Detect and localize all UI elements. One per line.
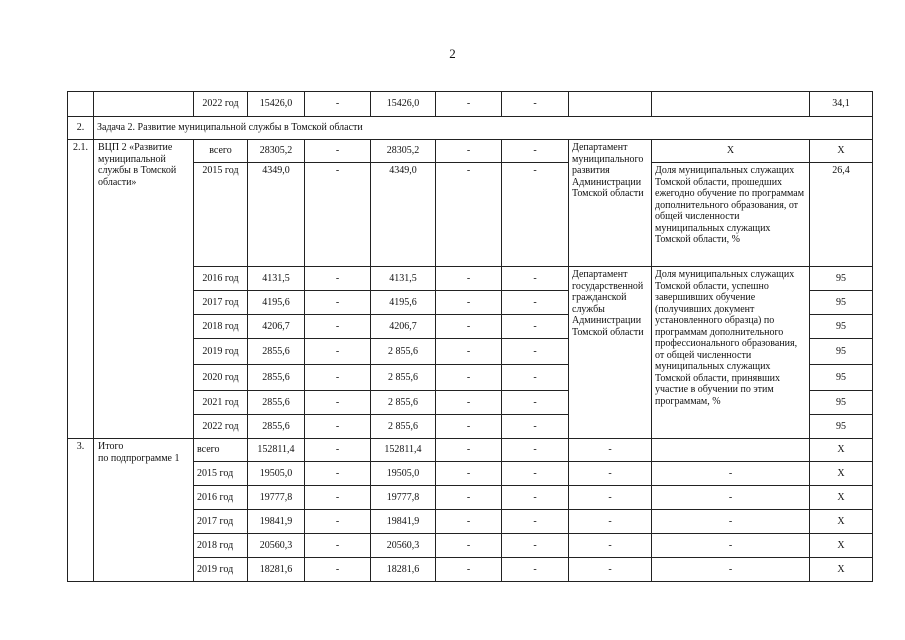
regional-cell: 2 855,6	[371, 339, 436, 365]
total-cell: 20560,3	[248, 534, 305, 558]
regional-cell: 4206,7	[371, 315, 436, 339]
year-cell: 2016 год	[194, 486, 248, 510]
regional-cell: 18281,6	[371, 558, 436, 582]
indicator-cell: -	[652, 462, 810, 486]
year-cell: 2018 год	[194, 534, 248, 558]
federal-cell: -	[305, 339, 371, 365]
total-cell: 19841,9	[248, 510, 305, 534]
value-cell: 95	[810, 291, 873, 315]
value-cell: 95	[810, 415, 873, 439]
local-cell: -	[436, 163, 502, 267]
year-cell: 2017 год	[194, 291, 248, 315]
value-cell: 34,1	[810, 92, 873, 117]
regional-cell: 152811,4	[371, 439, 436, 462]
value-cell: Х	[810, 140, 873, 163]
indicator-cell: -	[652, 510, 810, 534]
total-cell: 4206,7	[248, 315, 305, 339]
indicator-cell: -	[652, 534, 810, 558]
total-cell: 19777,8	[248, 486, 305, 510]
local-cell: -	[436, 291, 502, 315]
federal-cell: -	[305, 140, 371, 163]
executor-cell: Департамент муниципального развития Администрации Томской области	[569, 140, 652, 267]
task-title: Задача 2. Развитие муниципальной службы в Томской области	[94, 117, 873, 140]
value-cell: 95	[810, 339, 873, 365]
federal-cell: -	[305, 315, 371, 339]
local-cell: -	[436, 486, 502, 510]
local-cell: -	[436, 534, 502, 558]
year-cell: 2019 год	[194, 339, 248, 365]
other-cell: -	[502, 315, 569, 339]
local-cell: -	[436, 439, 502, 462]
other-cell: -	[502, 92, 569, 117]
regional-cell: 2 855,6	[371, 365, 436, 391]
regional-cell: 20560,3	[371, 534, 436, 558]
regional-cell: 19841,9	[371, 510, 436, 534]
federal-cell: -	[305, 267, 371, 291]
total-cell: 2855,6	[248, 365, 305, 391]
total-cell: 28305,2	[248, 140, 305, 163]
value-cell: 95	[810, 315, 873, 339]
local-cell: -	[436, 558, 502, 582]
vcp-num: 2.1.	[68, 140, 94, 439]
value-cell: Х	[810, 486, 873, 510]
federal-cell: -	[305, 365, 371, 391]
indicator-cell: -	[652, 486, 810, 510]
total-cell: 2855,6	[248, 415, 305, 439]
program-table	[67, 91, 873, 582]
indicator-x-cell: Х	[652, 140, 810, 163]
other-cell: -	[502, 510, 569, 534]
federal-cell: -	[305, 291, 371, 315]
indicator-cell: Доля муниципальных служащих Томской области, прошедших ежегодно обучение по программам дополнительного образования, от общей численности муниципальных служащих Томской области, %	[652, 163, 810, 267]
federal-cell: -	[305, 163, 371, 267]
other-cell: -	[502, 462, 569, 486]
executor-cell: -	[569, 486, 652, 510]
other-cell: -	[502, 365, 569, 391]
total-cell: 2855,6	[248, 391, 305, 415]
value-cell: Х	[810, 534, 873, 558]
regional-cell: 19777,8	[371, 486, 436, 510]
total-cell: 19505,0	[248, 462, 305, 486]
regional-cell: 2 855,6	[371, 391, 436, 415]
local-cell: -	[436, 339, 502, 365]
total-cell: 4131,5	[248, 267, 305, 291]
year-cell: 2022 год	[194, 415, 248, 439]
value-cell: Х	[810, 510, 873, 534]
year-cell: 2015 год	[194, 163, 248, 267]
other-cell: -	[502, 439, 569, 462]
executor-cell: Департамент государственной гражданской службы Администрации Томской области	[569, 267, 652, 439]
task-row	[68, 117, 873, 140]
value-cell: 95	[810, 391, 873, 415]
regional-cell: 4195,6	[371, 291, 436, 315]
executor-cell: -	[569, 510, 652, 534]
federal-cell: -	[305, 391, 371, 415]
indicator-cell	[652, 439, 810, 462]
itogo-name: Итого по подпрограмме 1	[94, 439, 194, 582]
year-cell: всего	[194, 439, 248, 462]
regional-cell: 4349,0	[371, 163, 436, 267]
other-cell: -	[502, 534, 569, 558]
table-row	[68, 439, 873, 462]
other-cell: -	[502, 486, 569, 510]
other-cell: -	[502, 415, 569, 439]
federal-cell: -	[305, 558, 371, 582]
total-cell: 2855,6	[248, 339, 305, 365]
page-number: 2	[449, 46, 456, 61]
local-cell: -	[436, 315, 502, 339]
regional-cell: 4131,5	[371, 267, 436, 291]
table-row	[68, 140, 873, 163]
year-cell: 2018 год	[194, 315, 248, 339]
executor-cell: -	[569, 558, 652, 582]
value-cell: 95	[810, 365, 873, 391]
other-cell: -	[502, 267, 569, 291]
year-cell: 2022 год	[194, 92, 248, 117]
year-cell: 2021 год	[194, 391, 248, 415]
regional-cell: 2 855,6	[371, 415, 436, 439]
executor-cell: -	[569, 462, 652, 486]
federal-cell: -	[305, 510, 371, 534]
value-cell: 95	[810, 267, 873, 291]
federal-cell: -	[305, 462, 371, 486]
regional-cell: 19505,0	[371, 462, 436, 486]
row-num-cell	[68, 92, 94, 117]
federal-cell: -	[305, 92, 371, 117]
row-name-cell	[94, 92, 194, 117]
federal-cell: -	[305, 415, 371, 439]
vcp-name: ВЦП 2 «Развитие муниципальной службы в Томской области»	[94, 140, 194, 439]
year-cell: всего	[194, 140, 248, 163]
value-cell: Х	[810, 439, 873, 462]
indicator-cell: Доля муниципальных служащих Томской области, успешно завершивших обучение (получивших документ установленного образца) по программам дополнительного профессионального образования, от общей численности муниципальных служащих Томской области, принявших участие в обучении по этим программам, %	[652, 267, 810, 439]
executor-cell	[569, 92, 652, 117]
indicator-cell	[652, 92, 810, 117]
year-cell: 2017 год	[194, 510, 248, 534]
value-cell: 26,4	[810, 163, 873, 267]
total-cell: 152811,4	[248, 439, 305, 462]
other-cell: -	[502, 339, 569, 365]
total-cell: 4349,0	[248, 163, 305, 267]
federal-cell: -	[305, 439, 371, 462]
indicator-cell: -	[652, 558, 810, 582]
federal-cell: -	[305, 534, 371, 558]
executor-cell: -	[569, 534, 652, 558]
other-cell: -	[502, 140, 569, 163]
value-cell: Х	[810, 462, 873, 486]
local-cell: -	[436, 462, 502, 486]
local-cell: -	[436, 391, 502, 415]
local-cell: -	[436, 365, 502, 391]
year-cell: 2016 год	[194, 267, 248, 291]
local-cell: -	[436, 92, 502, 117]
other-cell: -	[502, 391, 569, 415]
local-cell: -	[436, 267, 502, 291]
regional-cell: 15426,0	[371, 92, 436, 117]
value-cell: Х	[810, 558, 873, 582]
year-cell: 2019 год	[194, 558, 248, 582]
other-cell: -	[502, 558, 569, 582]
local-cell: -	[436, 415, 502, 439]
other-cell: -	[502, 163, 569, 267]
task-num: 2.	[68, 117, 94, 140]
local-cell: -	[436, 510, 502, 534]
total-cell: 4195,6	[248, 291, 305, 315]
total-cell: 15426,0	[248, 92, 305, 117]
year-cell: 2020 год	[194, 365, 248, 391]
year-cell: 2015 год	[194, 462, 248, 486]
itogo-num: 3.	[68, 439, 94, 582]
table-row	[68, 92, 873, 117]
federal-cell: -	[305, 486, 371, 510]
regional-cell: 28305,2	[371, 140, 436, 163]
local-cell: -	[436, 140, 502, 163]
other-cell: -	[502, 291, 569, 315]
total-cell: 18281,6	[248, 558, 305, 582]
executor-cell: -	[569, 439, 652, 462]
